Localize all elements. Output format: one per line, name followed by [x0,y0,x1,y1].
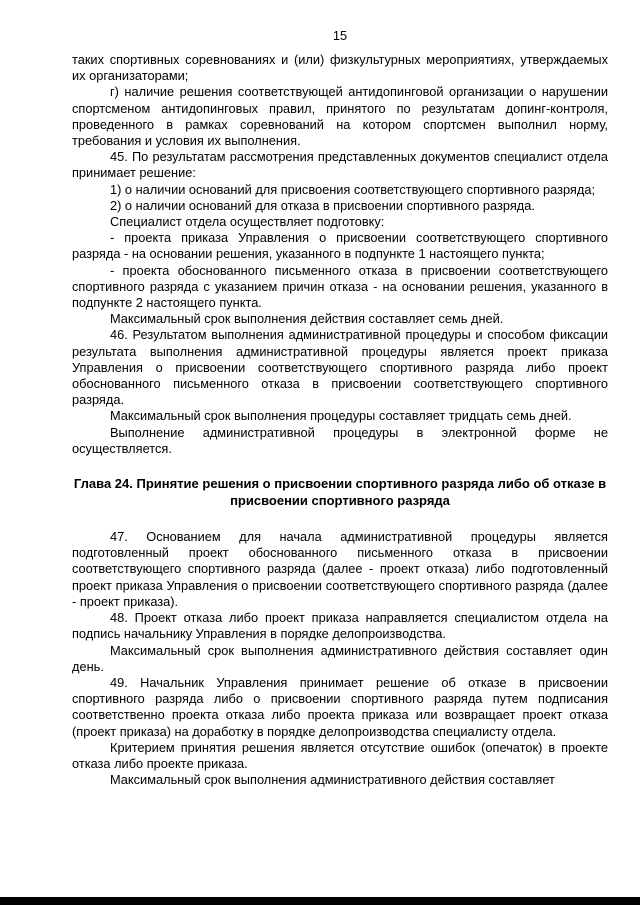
text-block-after-heading [72,529,608,788]
paragraph: Максимальный срок выполнения действия составляет семь дней. [110,311,504,327]
paragraph: Выполнение административной процедуры в электронной форме не осуществляется. [72,424,608,456]
text-block-before-heading [72,52,608,457]
paragraph: г) наличие решения соответствующей антидопинговой организации о нарушении спортсменом антидопинговых правил, принятого по результатам допинг-контроля, проведенного в рамках соревнований на котором спортсмен выполнил норму, требования и условия их выполнения. [72,84,608,149]
paragraph: - проекта приказа Управления о присвоении соответствующего спортивного разряда - на основании решения, указанного в подпункте 1 настоящего пункта; [72,230,608,262]
paragraph: 2) о наличии оснований для отказа в присвоении спортивного разряда. [110,197,535,213]
paragraph: 49. Начальник Управления принимает решение об отказе в присвоении спортивного разряда либо о присвоении спортивного разряда путем подписания соответственно проекта отказа либо проекта приказа или возвращает проект отказа (проект приказа) на доработку в порядке делопроизводства специалисту отдела. [72,674,608,739]
paragraph: Максимальный срок выполнения административного действия составляет [110,772,555,788]
paragraph: 1) о наличии оснований для присвоения соответствующего спортивного разряда; [110,181,595,197]
paragraph: Максимальный срок выполнения административного действия составляет один день. [72,642,608,674]
paragraph: 48. Проект отказа либо проект приказа направляется специалистом отдела на подпись начальнику Управления в порядке делопроизводства. [72,610,608,642]
scan-bottom-border [0,897,640,905]
paragraph: 46. Результатом выполнения административной процедуры и способом фиксации результата выполнения административной процедуры является проект приказа Управления о присвоении соответствующего спортивного разряда либо проект обоснованного письменного отказа в присвоении соответствующего спортивного разряда. [72,327,608,408]
paragraph: Максимальный срок выполнения процедуры составляет тридцать семь дней. [110,408,572,424]
paragraph: 47. Основанием для начала административной процедуры является подготовленный проект обоснованного письменного отказа в присвоении соответствующего спортивного разряда (далее - проект отказа) либо подготовленный проект приказа Управления о присвоении соответствующего спортивного разряда (далее - проект приказа). [72,529,608,609]
paragraph: - проекта обоснованного письменного отказа в присвоении соответствующего спортивного разряда с указанием причин отказа - на основании решения, указанного в подпункте 2 настоящего пункта. [72,262,608,311]
paragraph: таких спортивных соревнованиях и (или) физкультурных мероприятиях, утверждаемых их организаторами; [72,52,608,84]
document-page [72,28,608,788]
chapter-heading: Глава 24. Принятие решения о присвоении спортивного разряда либо об отказе в присвоении спортивного разряда [73,476,607,508]
page-number: 15 [332,28,348,43]
paragraph: Критерием принятия решения является отсутствие ошибок (опечаток) в проекте отказа либо проекте приказа. [72,739,608,771]
paragraph: Специалист отдела осуществляет подготовку: [110,214,385,230]
paragraph: 45. По результатам рассмотрения представленных документов специалист отдела принимает решение: [72,149,608,181]
